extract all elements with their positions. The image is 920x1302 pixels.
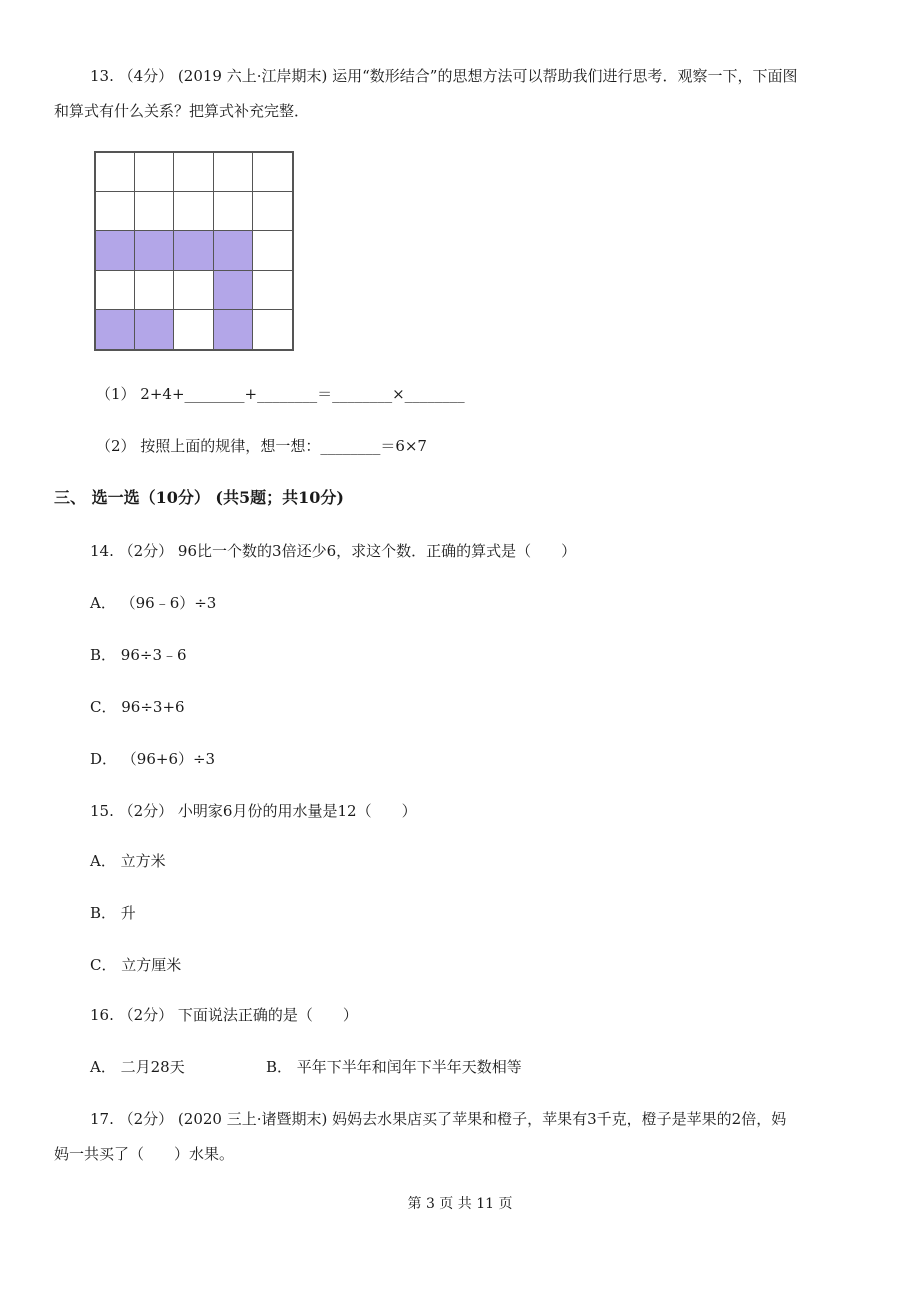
grid-cell-empty bbox=[253, 271, 292, 310]
q14-option-a: A． （96﹣6）÷3 bbox=[90, 594, 217, 612]
q17-stem-line2: 妈一共买了（ ）水果。 bbox=[54, 1145, 235, 1163]
grid-cell-empty bbox=[214, 153, 253, 192]
q13-grid-figure bbox=[94, 151, 294, 351]
page-footer: 第 3 页 共 11 页 bbox=[407, 1196, 513, 1212]
grid-cell-empty bbox=[253, 310, 292, 349]
grid-cell-empty bbox=[96, 192, 135, 231]
grid-cell-empty bbox=[174, 153, 213, 192]
q15-option-a: A． 立方米 bbox=[90, 852, 166, 870]
grid-cell-empty bbox=[135, 192, 174, 231]
grid-cell-shaded bbox=[135, 310, 174, 349]
grid-cell-empty bbox=[96, 271, 135, 310]
q16-option-b: B． 平年下半年和闰年下半年天数相等 bbox=[266, 1058, 522, 1076]
grid-cell-empty bbox=[135, 153, 174, 192]
q16-option-a: A． 二月28天 bbox=[90, 1058, 185, 1076]
grid-cell-empty bbox=[174, 192, 213, 231]
q15-stem: 15. （2分） 小明家6月份的用水量是12（ ） bbox=[90, 802, 417, 820]
grid-cell-shaded bbox=[174, 231, 213, 270]
grid-cell-shaded bbox=[135, 231, 174, 270]
grid-cell-shaded bbox=[96, 310, 135, 349]
q16-stem: 16. （2分） 下面说法正确的是（ ） bbox=[90, 1006, 358, 1024]
q14-option-c: C． 96÷3+6 bbox=[90, 698, 185, 716]
q14-option-b: B． 96÷3﹣6 bbox=[90, 646, 187, 664]
grid-cell-empty bbox=[253, 231, 292, 270]
grid-cell-empty bbox=[96, 153, 135, 192]
q14-stem: 14. （2分） 96比一个数的3倍还少6，求这个数．正确的算式是（ ） bbox=[90, 542, 577, 560]
grid-cell-empty bbox=[135, 271, 174, 310]
q14-option-d: D． （96+6）÷3 bbox=[90, 750, 216, 768]
q13-stem-line1: 13. （4分） (2019 六上·江岸期末) 运用“数形结合”的思想方法可以帮助我们进行思考．观察一下，下面图 bbox=[90, 67, 798, 85]
q13-subquestion-1: （1） 2+4+________+________＝________×________ bbox=[96, 385, 465, 403]
grid-cell-empty bbox=[214, 192, 253, 231]
grid-cell-shaded bbox=[214, 310, 253, 349]
grid-cell-shaded bbox=[214, 271, 253, 310]
grid-cell-shaded bbox=[96, 231, 135, 270]
q15-option-c: C． 立方厘米 bbox=[90, 956, 182, 974]
grid-cell-empty bbox=[253, 192, 292, 231]
q17-stem-line1: 17. （2分） (2020 三上·诸暨期末) 妈妈去水果店买了苹果和橙子，苹果有3千克，橙子是苹果的2倍，妈 bbox=[90, 1110, 787, 1128]
section-3-heading: 三、 选一选（10分） (共5题；共10分) bbox=[54, 488, 344, 507]
grid-cell-empty bbox=[253, 153, 292, 192]
grid-cell-shaded bbox=[214, 231, 253, 270]
q13-stem-line2: 和算式有什么关系？把算式补充完整． bbox=[54, 102, 310, 120]
q13-subquestion-2: （2） 按照上面的规律，想一想：________＝6×7 bbox=[96, 437, 427, 455]
q15-option-b: B． 升 bbox=[90, 904, 136, 922]
grid-cell-empty bbox=[174, 310, 213, 349]
grid-cell-empty bbox=[174, 271, 213, 310]
